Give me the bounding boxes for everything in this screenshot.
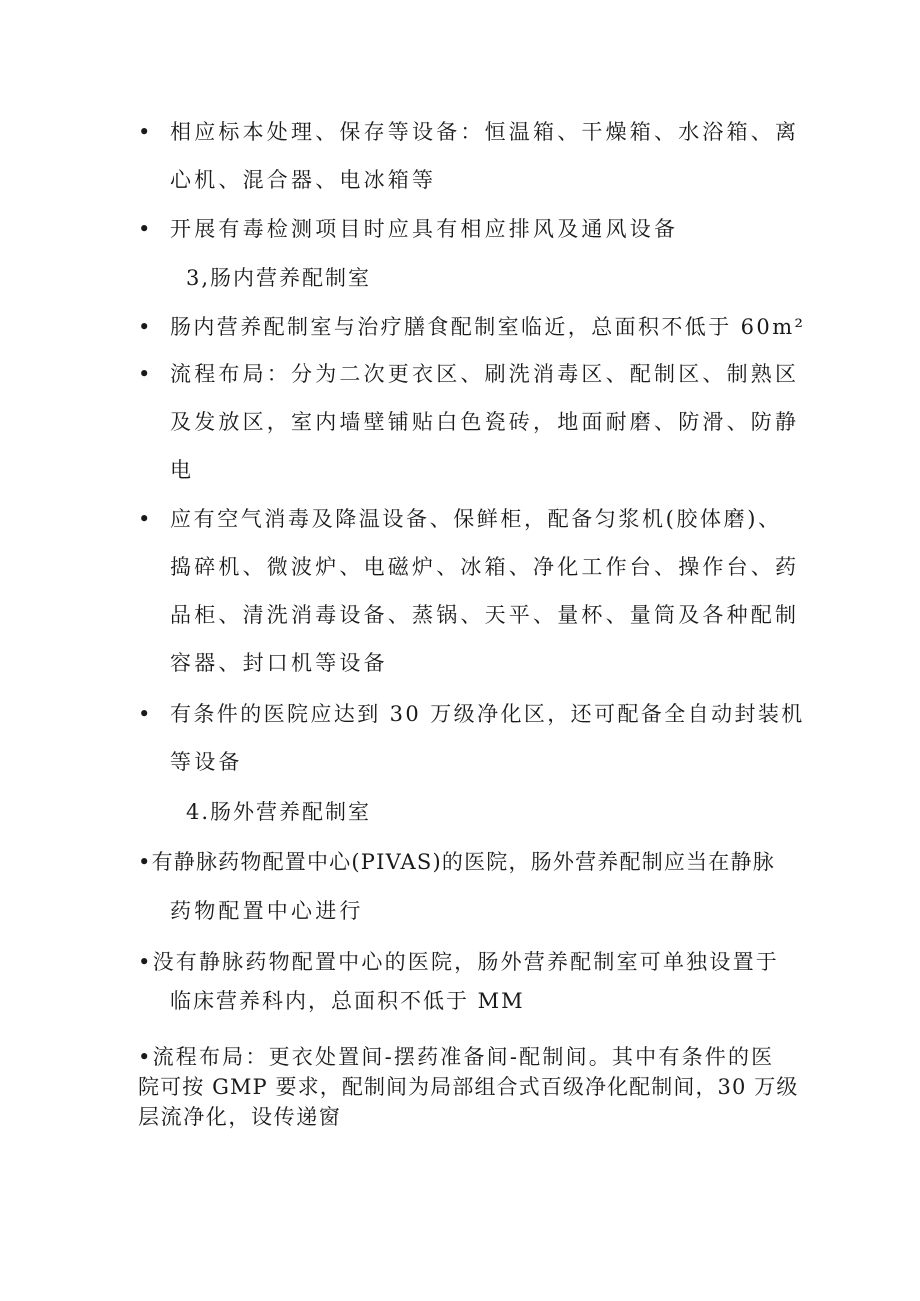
bullet-marker: • xyxy=(138,315,151,339)
paragraph-line: 容器、封口机等设备 xyxy=(170,651,388,675)
paragraph-line: 相应标本处理、保存等设备：恒温箱、干燥箱、水浴箱、离 xyxy=(170,120,800,144)
bullet-marker: • xyxy=(138,507,151,531)
paragraph-line: 应有空气消毒及降温设备、保鲜柜，配备匀浆机(胶体磨)、 xyxy=(170,507,782,531)
paragraph-line: 临床营养科内，总面积不低于 MM xyxy=(170,989,525,1013)
section-heading: 3,肠内营养配制室 xyxy=(186,266,372,290)
paragraph-line: 流程布局：分为二次更衣区、刷洗消毒区、配制区、制熟区 xyxy=(170,362,800,386)
paragraph-line: 肠内营养配制室与治疗膳食配制室临近，总面积不低于 60m² xyxy=(170,315,806,339)
paragraph-line: 开展有毒检测项目时应具有相应排风及通风设备 xyxy=(170,217,679,241)
paragraph-line: 电 xyxy=(170,458,195,482)
bullet-marker: • xyxy=(138,120,151,144)
paragraph-line: 药物配置中心进行 xyxy=(170,899,364,923)
paragraph-line: •流程布局：更衣处置间-摆药准备间-配制间。其中有条件的医 xyxy=(138,1045,775,1069)
paragraph-line: •有静脉药物配置中心(PIVAS)的医院，肠外营养配制应当在静脉 xyxy=(138,850,775,874)
paragraph-line: 心机、混合器、电冰箱等 xyxy=(170,168,437,192)
bullet-marker: • xyxy=(138,362,151,386)
paragraph-line: •没有静脉药物配置中心的医院，肠外营养配制室可单独设置于 xyxy=(138,950,779,974)
paragraph-line: 捣碎机、微波炉、电磁炉、冰箱、净化工作台、操作台、药 xyxy=(170,555,800,579)
paragraph-line: 有条件的医院应达到 30 万级净化区，还可配备全自动封装机 xyxy=(170,702,805,726)
paragraph-line: 品柜、清洗消毒设备、蒸锅、天平、量杯、量筒及各种配制 xyxy=(170,603,800,627)
bullet-marker: • xyxy=(138,217,151,241)
paragraph-line: 等设备 xyxy=(170,750,243,774)
bullet-marker: • xyxy=(138,702,151,726)
paragraph-line: 院可按 GMP 要求，配制间为局部组合式百级净化配制间，30 万级 xyxy=(138,1075,799,1099)
section-heading: 4.肠外营养配制室 xyxy=(186,800,372,824)
paragraph-line: 及发放区，室内墙壁铺贴白色瓷砖，地面耐磨、防滑、防静 xyxy=(170,410,800,434)
paragraph-line: 层流净化，设传递窗 xyxy=(138,1105,342,1129)
